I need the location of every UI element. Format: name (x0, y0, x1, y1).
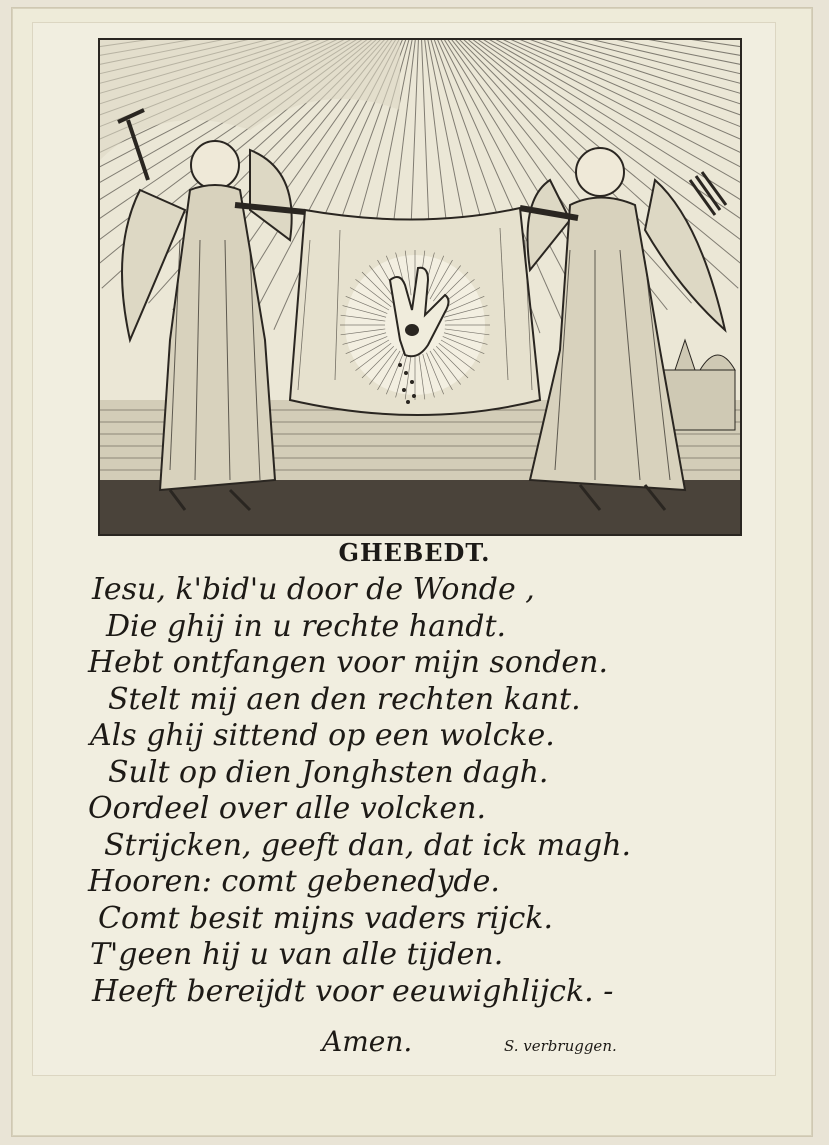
verse-line: Iesu, k'bid'u door de Wonde , (92, 572, 535, 607)
verse-line: Hooren: comt gebenedyde. (88, 864, 500, 899)
verse-line: Sult op dien Jonghsten dagh. (108, 754, 549, 790)
closing-row (0, 1025, 829, 1065)
verse-line: Stelt mij aen den rechten kant. (108, 681, 581, 717)
cloud-left (100, 40, 400, 160)
verse-line: Als ghij sittend op een wolcke. (90, 718, 555, 753)
verse-line: Comt besit mijns vaders rijck. (98, 900, 554, 936)
nails (690, 172, 726, 215)
angel-left-wing-2 (250, 150, 292, 240)
prayer-title: GHEBEDT. (338, 538, 491, 567)
amen-closing: Amen. (322, 1025, 413, 1058)
verse-line: Oordeel over alle volcken. (88, 791, 487, 826)
sun-ray (420, 40, 740, 219)
engraver-signature: S. verbruggen. (504, 1037, 617, 1055)
verse-line: Die ghij in u rechte handt. (106, 608, 507, 644)
verse-line: Heeft bereijdt voor eeuwighlijck. - (92, 973, 614, 1009)
engraving-svg (100, 40, 740, 534)
sun-ray (420, 40, 740, 114)
verse-line: Hebt ontfangen voor mijn sonden. (88, 645, 609, 680)
verse-line: T'geen hij u van alle tijden. (90, 937, 504, 972)
verse-line: Strijcken, geeft dan, dat ick magh. (104, 827, 632, 863)
engraving-illustration (98, 38, 742, 536)
prayer-verse (86, 572, 766, 1010)
